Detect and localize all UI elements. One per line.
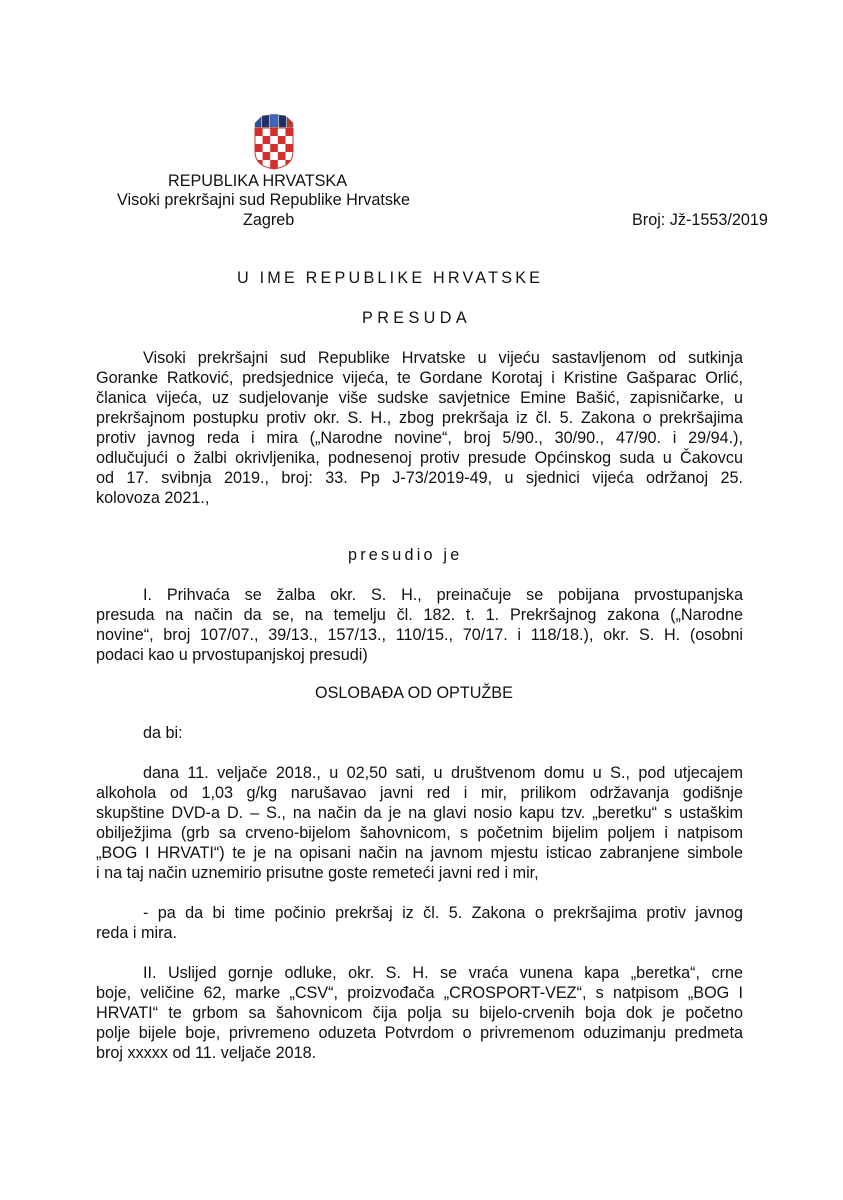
- court-name: Visoki prekršajni sud Republike Hrvatske: [117, 191, 411, 209]
- section-one-line: I. Prihvaća se žalba okr. S. H., preinačuje se pobijana prvostupanjska: [143, 586, 743, 604]
- offence-line: - pa da bi time počinio prekršaj iz čl. 5. Zakona o prekršajima protiv javnog: [143, 904, 743, 922]
- da-bi-label: da bi:: [143, 724, 183, 742]
- in-name-heading: U IME REPUBLIKE HRVATSKE: [237, 269, 544, 287]
- facts-line: dana 11. veljače 2018., u 02,50 sati, u društvenom domu u S., pod utjecajem: [143, 764, 743, 782]
- ruled-heading: presudio je: [348, 546, 463, 564]
- section-one-line: presuda na način da se, na temelju čl. 182. t. 1. Prekršajnog zakona („Narodne: [96, 606, 743, 624]
- section-one-line: podaci kao u prvostupanjskoj presudi): [96, 646, 368, 664]
- section-two-line: polje bijele boje, privremeno oduzeta Potvrdom o privremenom oduzimanju predmeta: [96, 1024, 743, 1042]
- intro-line: odlučujući o žalbi okrivljenika, podnesenoj protiv presude Općinskog suda u Čakovcu: [96, 449, 743, 467]
- croatian-coat-of-arms-icon: [254, 114, 294, 170]
- verdict-heading: PRESUDA: [362, 309, 472, 327]
- facts-line: skupštine DVD-a D. – S., na način da je na glavi nosio kapu tzv. „beretku“ s ustaškim: [96, 804, 743, 822]
- intro-line: protiv javnog reda i mira („Narodne novine“, broj 5/90., 30/90., 47/90. i 29/94.),: [96, 429, 743, 447]
- intro-line: Goranke Ratković, predsjednice vijeća, te Gordane Korotaj i Kristine Gašparac Orlić,: [96, 369, 743, 387]
- intro-line: Visoki prekršajni sud Republike Hrvatske u vijeću sastavljenom od sutkinja: [143, 349, 743, 367]
- section-two-line: boje, veličine 62, marke „CSV“, proizvođača „CROSPORT-VEZ“, s natpisom „BOG I: [96, 984, 743, 1002]
- section-two-line: broj xxxxx od 11. veljače 2018.: [96, 1044, 317, 1062]
- intro-line: članica vijeća, uz sudjelovanje više sudske savjetnice Emine Bašić, zapisničarke, u: [96, 389, 743, 407]
- city-name: Zagreb: [243, 211, 295, 229]
- country-name: REPUBLIKA HRVATSKA: [168, 172, 348, 190]
- case-number: Broj: Jž-1553/2019: [632, 211, 768, 229]
- offence-line: reda i mira.: [96, 924, 177, 942]
- facts-line: i na taj način uznemirio prisutne goste remeteći javni red i mir,: [96, 864, 539, 882]
- acquitted-heading: OSLOBAĐA OD OPTUŽBE: [315, 684, 513, 702]
- facts-line: alkohola od 1,03 g/kg narušavao javni red i mir, prilikom održavanja godišnje: [96, 784, 743, 802]
- facts-line: obilježjima (grb sa crveno-bijelom šahovnicom, s početnim bijelim poljem i natpisom: [96, 824, 743, 842]
- intro-line: od 17. svibnja 2019., broj: 33. Pp J-73/2019-49, u sjednici vijeća održanoj 25.: [96, 469, 743, 487]
- intro-line: prekršajnom postupku protiv okr. S. H., zbog prekršaja iz čl. 5. Zakona o prekršajima: [96, 409, 743, 427]
- section-two-line: II. Uslijed gornje odluke, okr. S. H. se vraća vunena kapa „beretka“, crne: [143, 964, 743, 982]
- facts-line: „BOG I HRVATI“) te je na opisani način na javnom mjestu isticao zabranjene simbole: [96, 844, 743, 862]
- section-one-line: novine“, broj 107/07., 39/13., 157/13., 110/15., 70/17. i 118/18.), okr. S. H. (osobni: [96, 626, 743, 644]
- intro-line: kolovoza 2021.,: [96, 489, 210, 507]
- section-two-line: HRVATI“ te grbom sa šahovnicom čija polja su bijelo-crvenih boja dok je početno: [96, 1004, 743, 1022]
